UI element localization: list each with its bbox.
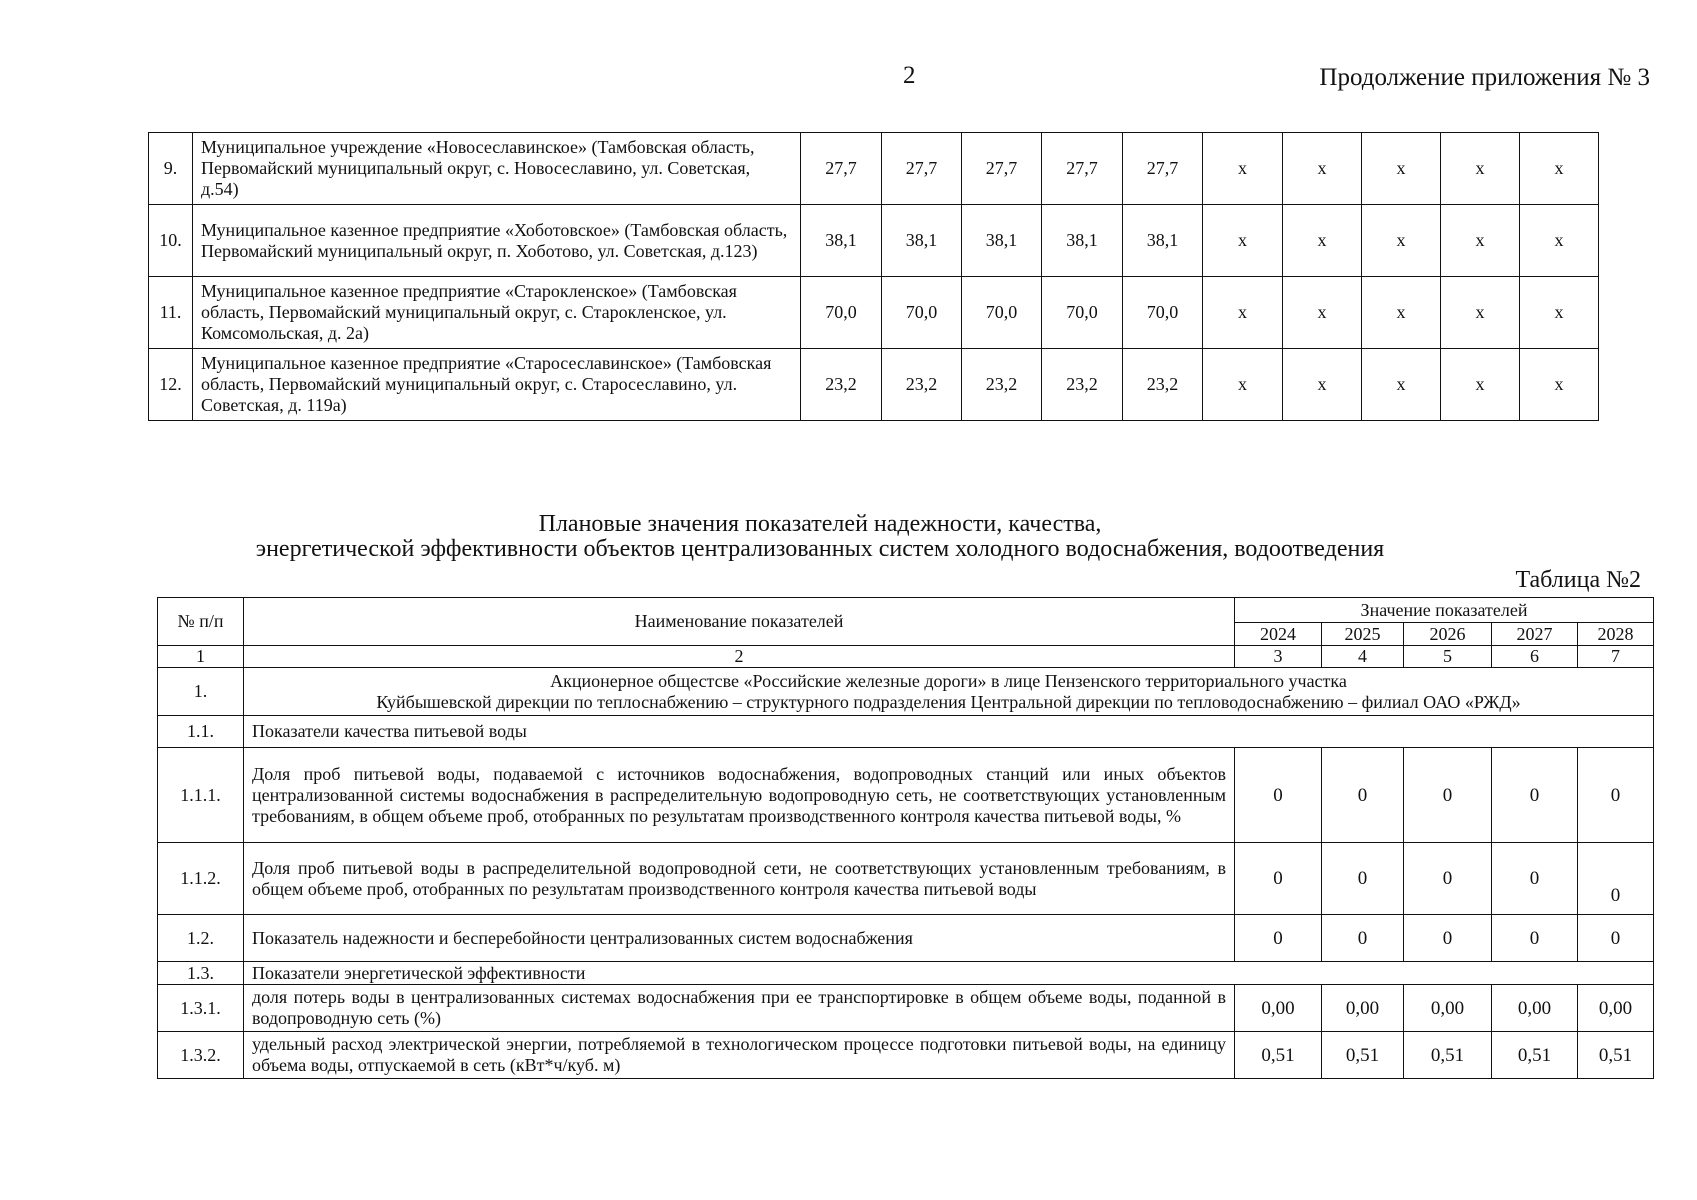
row-number: 1.1.: [158, 716, 244, 748]
organization-name: Муниципальное казенное предприятие «Старокленское» (Тамбовская область, Первомайский муниципальный округ, с. Старокленское, ул. Комсомольская, д. 2а): [193, 277, 801, 349]
organization-name: Муниципальное казенное предприятие «Старосеславинское» (Тамбовская область, Первомайский муниципальный округ, с. Старосеславино, ул. Советская, д. 119а): [193, 349, 801, 421]
table-cell: 23,2: [1042, 349, 1123, 421]
year-header: 2028: [1578, 623, 1654, 646]
section-title-line2: Куйбышевской дирекции по теплоснабжению – структурного подразделения Центральной дирекции по тепловодоснабжению – филиал ОАО «РЖД»: [376, 691, 1521, 712]
table-row: [149, 277, 1599, 349]
indicator-name: Показатели энергетической эффективности: [244, 962, 1654, 985]
section-title-line1: Акционерное общестсве «Российские железные дороги» в лице Пензенского территориального участка: [550, 670, 1347, 691]
table-cell: 23,2: [1123, 349, 1203, 421]
table-row: [149, 133, 1599, 205]
table-cell: х: [1283, 277, 1362, 349]
row-number: 1.1.2.: [158, 843, 244, 915]
organizations-table: [148, 132, 1599, 421]
year-header: 2025: [1322, 623, 1404, 646]
table-row: [149, 349, 1599, 421]
row-number: 10.: [149, 205, 193, 277]
row-number: 1.1.1.: [158, 748, 244, 843]
table-cell: 27,7: [1123, 133, 1203, 205]
table-cell: 23,2: [801, 349, 882, 421]
page-number: 2: [903, 62, 916, 89]
table2-title-line2: энергетической эффективности объектов централизованных систем холодного водоснабжения, водоотведения: [255, 536, 1385, 562]
table-cell: х: [1283, 133, 1362, 205]
indicator-name: Доля проб питьевой воды, подаваемой с источников водоснабжения, водопроводных станций или иных объектов централизованной системы водоснабжения в распределительную водопроводную сеть, не соответствующих установленным требованиям, в общем объеме проб, отобранных по результатам производственного контроля качества питьевой воды, %: [244, 748, 1235, 843]
table-cell: 0: [1492, 915, 1578, 962]
table-row: [158, 1032, 1654, 1079]
table-cell: х: [1362, 133, 1441, 205]
row-number: 1.2.: [158, 915, 244, 962]
table-row: [158, 716, 1654, 748]
table-cell: х: [1441, 133, 1520, 205]
table-cell: 0: [1322, 748, 1404, 843]
table-cell: 23,2: [962, 349, 1042, 421]
table-cell: 0,51: [1404, 1032, 1492, 1079]
table-cell: 38,1: [1042, 205, 1123, 277]
table-cell: 0,51: [1578, 1032, 1654, 1079]
row-number: 9.: [149, 133, 193, 205]
column-index: 5: [1404, 646, 1492, 668]
table-row: [158, 748, 1654, 843]
row-number: 12.: [149, 349, 193, 421]
column-index: 7: [1578, 646, 1654, 668]
column-header-values: Значение показателей: [1235, 598, 1654, 623]
table-row: [158, 915, 1654, 962]
table-cell: х: [1441, 277, 1520, 349]
column-index: 6: [1492, 646, 1578, 668]
table-cell: х: [1362, 205, 1441, 277]
table-cell: х: [1203, 277, 1283, 349]
table-cell: 0,00: [1578, 985, 1654, 1032]
table2-label: Таблица №2: [1515, 567, 1641, 593]
section-title: [244, 668, 1654, 716]
table-cell: 0,51: [1235, 1032, 1322, 1079]
table-cell: 0,00: [1322, 985, 1404, 1032]
table-cell: х: [1520, 277, 1599, 349]
table-cell: 0,51: [1492, 1032, 1578, 1079]
table-cell: 23,2: [882, 349, 962, 421]
table-cell: х: [1441, 205, 1520, 277]
indicator-name: Доля проб питьевой воды в распределительной водопроводной сети, не соответствующих установленным требованиям, в общем объеме проб, отобранных по результатам производственного контроля качества питьевой воды: [244, 843, 1235, 915]
column-index: 1: [158, 646, 244, 668]
section-row: [158, 668, 1654, 716]
table-cell: х: [1283, 205, 1362, 277]
table-cell: 0: [1235, 843, 1322, 915]
table-row: [158, 985, 1654, 1032]
table-cell: 38,1: [962, 205, 1042, 277]
table-cell: х: [1362, 277, 1441, 349]
table-cell: 27,7: [1042, 133, 1123, 205]
table-cell: 70,0: [1123, 277, 1203, 349]
table-cell: х: [1441, 349, 1520, 421]
indicator-name: Показатель надежности и бесперебойности централизованных систем водоснабжения: [244, 915, 1235, 962]
table-cell: 0: [1578, 843, 1654, 915]
table-cell: 70,0: [1042, 277, 1123, 349]
table-cell: 0: [1404, 915, 1492, 962]
table-cell: 70,0: [801, 277, 882, 349]
table-cell: 0: [1322, 843, 1404, 915]
table-row: [149, 205, 1599, 277]
table-cell: 0,51: [1322, 1032, 1404, 1079]
table-cell: 0: [1578, 748, 1654, 843]
header-row: [158, 598, 1654, 623]
table2-title: [200, 512, 1440, 562]
table-cell: х: [1203, 205, 1283, 277]
table2-title-line1: Плановые значения показателей надежности, качества,: [538, 511, 1102, 537]
year-header: 2024: [1235, 623, 1322, 646]
table-cell: 27,7: [882, 133, 962, 205]
table-cell: х: [1203, 133, 1283, 205]
year-header: 2026: [1404, 623, 1492, 646]
table-cell: х: [1362, 349, 1441, 421]
table-cell: х: [1520, 349, 1599, 421]
indicator-name: удельный расход электрической энергии, потребляемой в технологическом процессе подготовки питьевой воды, на единицу объема воды, отпускаемой в сеть (кВт*ч/куб. м): [244, 1032, 1235, 1079]
organization-name: Муниципальное учреждение «Новосеславинское» (Тамбовская область, Первомайский муниципальный округ, с. Новосеславино, ул. Советская, д.54): [193, 133, 801, 205]
table-cell: х: [1203, 349, 1283, 421]
row-number: 11.: [149, 277, 193, 349]
column-header-name: Наименование показателей: [244, 598, 1235, 646]
table-cell: 0: [1404, 843, 1492, 915]
table-cell: 38,1: [1123, 205, 1203, 277]
table-cell: 0,00: [1492, 985, 1578, 1032]
table-cell: 0: [1235, 748, 1322, 843]
table-cell: 38,1: [801, 205, 882, 277]
column-header-number: № п/п: [158, 598, 244, 646]
table-cell: х: [1520, 133, 1599, 205]
table-cell: 0: [1492, 843, 1578, 915]
column-index: 2: [244, 646, 1235, 668]
table-cell: 0: [1235, 915, 1322, 962]
row-number: 1.3.: [158, 962, 244, 985]
indicator-name: Показатели качества питьевой воды: [244, 716, 1654, 748]
table-cell: 70,0: [882, 277, 962, 349]
table-cell: 70,0: [962, 277, 1042, 349]
appendix-continuation-label: Продолжение приложения № 3: [1319, 64, 1650, 91]
table-cell: 27,7: [801, 133, 882, 205]
year-header: 2027: [1492, 623, 1578, 646]
table-row: [158, 843, 1654, 915]
column-index: 3: [1235, 646, 1322, 668]
table-cell: 0: [1404, 748, 1492, 843]
row-number: 1.3.2.: [158, 1032, 244, 1079]
row-number: 1.3.1.: [158, 985, 244, 1032]
table-cell: 38,1: [882, 205, 962, 277]
table-cell: х: [1283, 349, 1362, 421]
table-cell: 0,00: [1404, 985, 1492, 1032]
table-cell: х: [1520, 205, 1599, 277]
row-number: 1.: [158, 668, 244, 716]
indicator-name: доля потерь воды в централизованных системах водоснабжения при ее транспортировке в общем объеме воды, поданной в водопроводную сеть (%): [244, 985, 1235, 1032]
organization-name: Муниципальное казенное предприятие «Хоботовское» (Тамбовская область, Первомайский муниципальный округ, п. Хоботово, ул. Советская, д.123): [193, 205, 801, 277]
column-index: 4: [1322, 646, 1404, 668]
table-cell: 0: [1578, 915, 1654, 962]
table-row: [158, 962, 1654, 985]
table-cell: 0: [1492, 748, 1578, 843]
index-row: [158, 646, 1654, 668]
indicators-table: [157, 597, 1654, 1079]
table-cell: 0,00: [1235, 985, 1322, 1032]
table-cell: 0: [1322, 915, 1404, 962]
table-cell: 27,7: [962, 133, 1042, 205]
